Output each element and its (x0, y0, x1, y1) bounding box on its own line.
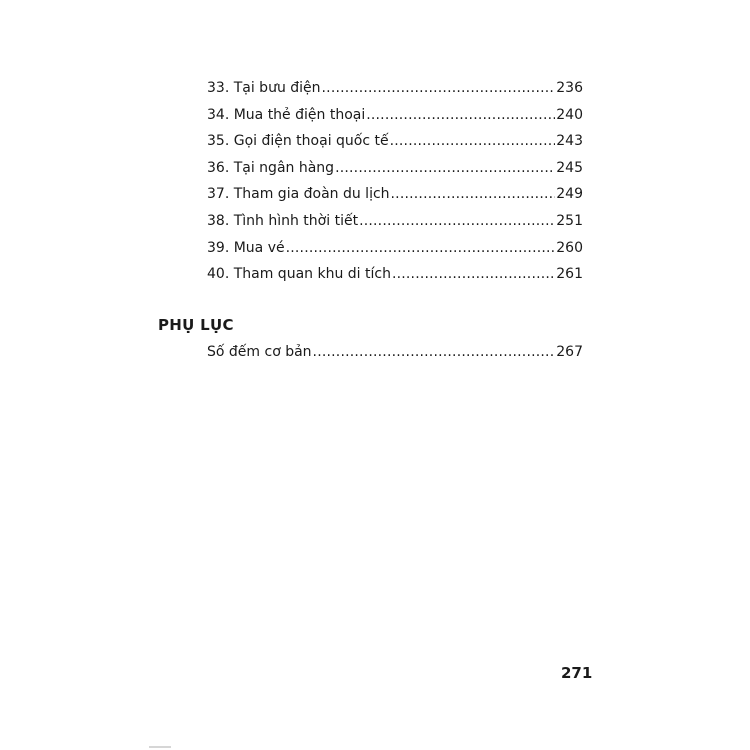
toc-entry (207, 235, 583, 262)
toc-entry-title: 39. Mua vé (207, 239, 285, 256)
toc-entry (207, 181, 583, 208)
dot-leader (359, 208, 555, 235)
page-number: 271 (561, 664, 593, 682)
dot-leader (390, 128, 556, 155)
dot-leader (392, 261, 555, 288)
toc-entry-page: 267 (556, 344, 583, 360)
toc-entry-title: 37. Tham gia đoàn du lịch (207, 186, 390, 203)
dot-leader (366, 102, 555, 129)
dot-leader (313, 339, 556, 366)
toc-entry-title: 35. Gọi điện thoại quốc tế (207, 133, 389, 150)
dot-leader (286, 235, 556, 262)
appendix-heading: PHỤ LỤC (158, 316, 234, 334)
dot-leader (391, 181, 556, 208)
toc-entry-title: 34. Mua thẻ điện thoại (207, 106, 366, 123)
toc-entry (207, 128, 583, 155)
toc-entry (207, 75, 583, 102)
toc-entry (207, 155, 583, 182)
toc-entry-title: 38. Tình hình thời tiết (207, 212, 359, 229)
dot-leader (335, 155, 555, 182)
toc-entry-page: 251 (556, 212, 583, 229)
toc-entry (207, 102, 583, 129)
toc-entry-title: Số đếm cơ bản (207, 344, 312, 360)
toc-entry-page: 249 (556, 186, 583, 203)
toc-entry (207, 261, 583, 288)
toc-entry-page: 236 (556, 80, 583, 96)
toc-entry-page: 245 (556, 159, 583, 176)
table-of-contents (207, 75, 583, 288)
dot-leader (322, 75, 556, 102)
toc-entry-title: 40. Tham quan khu di tích (207, 266, 391, 283)
toc-entry-page: 243 (556, 133, 583, 150)
toc-entry-page: 261 (556, 266, 583, 283)
appendix-entries (207, 339, 583, 366)
toc-entry (207, 208, 583, 235)
toc-entry-page: 260 (556, 239, 583, 256)
page-edge-mark (149, 746, 171, 748)
toc-entry-title: 36. Tại ngân hàng (207, 159, 335, 176)
toc-entry (207, 339, 583, 366)
toc-entry-title: 33. Tại bưu điện (207, 80, 321, 96)
toc-entry-page: 240 (556, 106, 583, 123)
